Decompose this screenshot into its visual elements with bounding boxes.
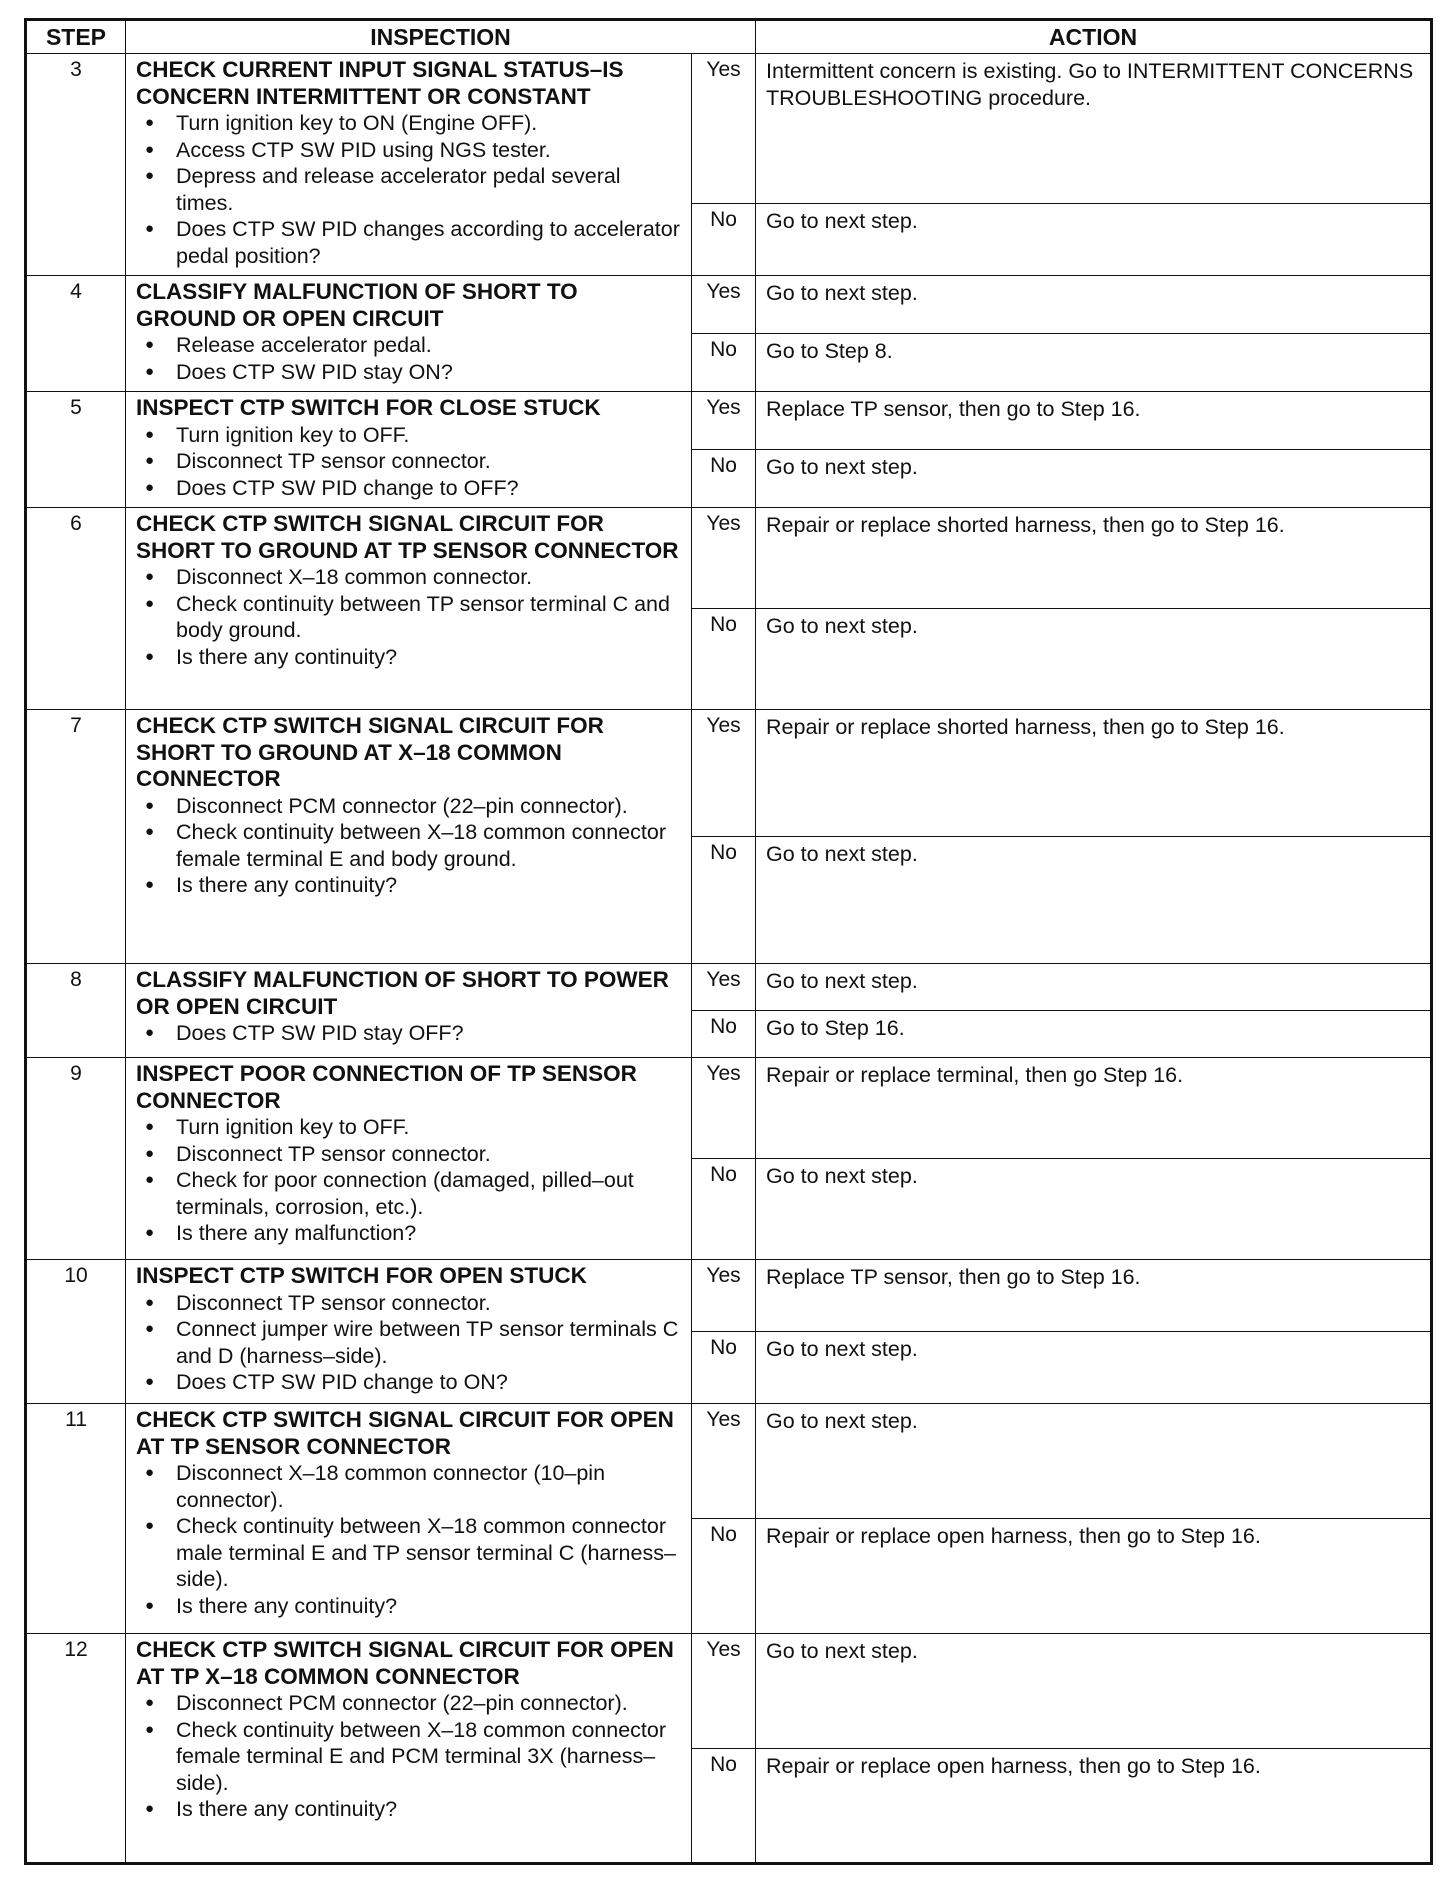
inspection-title: CLASSIFY MALFUNCTION OF SHORT TO POWER OR OPEN CIRCUIT xyxy=(136,967,669,1019)
yes-action: Go to next step. xyxy=(756,276,1432,334)
no-label: No xyxy=(692,1011,756,1058)
yes-action: Go to next step. xyxy=(756,1634,1432,1749)
inspection-cell xyxy=(126,54,692,276)
inspection-bullets xyxy=(136,1460,683,1619)
inspection-bullet: ● Disconnect PCM connector (22–pin connector). xyxy=(176,793,683,820)
yes-label: Yes xyxy=(692,1404,756,1519)
inspection-cell xyxy=(126,1404,692,1634)
inspection-title: INSPECT POOR CONNECTION OF TP SENSOR CONNECTOR xyxy=(136,1061,637,1113)
table-row xyxy=(26,1634,1432,1749)
inspection-bullets xyxy=(136,1690,683,1823)
inspection-bullets xyxy=(136,1114,683,1247)
yes-action: Go to next step. xyxy=(756,964,1432,1011)
yes-label: Yes xyxy=(692,710,756,837)
inspection-cell xyxy=(126,392,692,508)
inspection-bullet: ● Turn ignition key to ON (Engine OFF). xyxy=(176,110,683,137)
no-label: No xyxy=(692,837,756,964)
step-number: 6 xyxy=(26,508,126,710)
header-row xyxy=(26,20,1432,54)
yes-label: Yes xyxy=(692,1058,756,1159)
inspection-bullet: ● Does CTP SW PID changes according to accelerator pedal position? xyxy=(176,216,683,269)
inspection-cell xyxy=(126,1634,692,1864)
yes-action: Repair or replace shorted harness, then go to Step 16. xyxy=(756,710,1432,837)
inspection-title: INSPECT CTP SWITCH FOR OPEN STUCK xyxy=(136,1263,587,1288)
inspection-bullet: ● Is there any continuity? xyxy=(176,872,683,899)
no-action: Go to next step. xyxy=(756,1332,1432,1404)
no-action: Go to next step. xyxy=(756,837,1432,964)
inspection-title: CHECK CURRENT INPUT SIGNAL STATUS–IS CONCERN INTERMITTENT OR CONSTANT xyxy=(136,57,624,109)
inspection-bullets xyxy=(136,1020,683,1047)
inspection-bullet: ● Access CTP SW PID using NGS tester. xyxy=(176,137,683,164)
header-step: STEP xyxy=(26,20,126,54)
inspection-cell xyxy=(126,508,692,710)
inspection-bullet: ● Check continuity between X–18 common connector female terminal E and PCM terminal 3X (harness–side). xyxy=(176,1717,683,1797)
inspection-bullet: ● Disconnect TP sensor connector. xyxy=(176,448,683,475)
table-row xyxy=(26,276,1432,334)
step-number: 5 xyxy=(26,392,126,508)
inspection-bullet: ● Check continuity between X–18 common connector female terminal E and body ground. xyxy=(176,819,683,872)
no-action: Go to Step 8. xyxy=(756,334,1432,392)
yes-action: Go to next step. xyxy=(756,1404,1432,1519)
table-row xyxy=(26,54,1432,204)
inspection-bullet: ● Disconnect X–18 common connector (10–pin connector). xyxy=(176,1460,683,1513)
inspection-bullets xyxy=(136,422,683,502)
inspection-bullet: ● Disconnect X–18 common connector. xyxy=(176,564,683,591)
table-row xyxy=(26,1260,1432,1332)
inspection-title: CHECK CTP SWITCH SIGNAL CIRCUIT FOR OPEN AT TP X–18 COMMON CONNECTOR xyxy=(136,1637,674,1689)
yes-action: Repair or replace shorted harness, then go to Step 16. xyxy=(756,508,1432,609)
no-action: Repair or replace open harness, then go to Step 16. xyxy=(756,1519,1432,1634)
inspection-bullet: ● Does CTP SW PID change to ON? xyxy=(176,1369,683,1396)
inspection-bullet: ● Release accelerator pedal. xyxy=(176,332,683,359)
inspection-bullet: ● Is there any continuity? xyxy=(176,644,683,671)
table-row xyxy=(26,392,1432,450)
yes-action: Intermittent concern is existing. Go to INTERMITTENT CONCERNS TROUBLESHOOTING procedure. xyxy=(756,54,1432,204)
inspection-bullet: ● Disconnect TP sensor connector. xyxy=(176,1141,683,1168)
no-action: Go to next step. xyxy=(756,609,1432,710)
inspection-cell xyxy=(126,710,692,964)
yes-label: Yes xyxy=(692,508,756,609)
troubleshooting-table xyxy=(24,18,1433,1865)
inspection-title: INSPECT CTP SWITCH FOR CLOSE STUCK xyxy=(136,395,601,420)
step-number: 10 xyxy=(26,1260,126,1404)
step-number: 4 xyxy=(26,276,126,392)
yes-action: Repair or replace terminal, then go Step 16. xyxy=(756,1058,1432,1159)
step-number: 7 xyxy=(26,710,126,964)
no-label: No xyxy=(692,1519,756,1634)
inspection-bullets xyxy=(136,564,683,670)
step-number: 9 xyxy=(26,1058,126,1260)
inspection-bullet: ● Does CTP SW PID stay ON? xyxy=(176,359,683,386)
inspection-cell xyxy=(126,964,692,1058)
yes-label: Yes xyxy=(692,392,756,450)
inspection-bullet: ● Turn ignition key to OFF. xyxy=(176,1114,683,1141)
yes-label: Yes xyxy=(692,54,756,204)
no-action: Go to next step. xyxy=(756,1159,1432,1260)
table-row xyxy=(26,508,1432,609)
table-row xyxy=(26,964,1432,1011)
no-label: No xyxy=(692,334,756,392)
inspection-title: CLASSIFY MALFUNCTION OF SHORT TO GROUND OR OPEN CIRCUIT xyxy=(136,279,578,331)
table-row xyxy=(26,1058,1432,1159)
step-number: 8 xyxy=(26,964,126,1058)
header-action: ACTION xyxy=(756,20,1432,54)
inspection-bullets xyxy=(136,110,683,269)
no-label: No xyxy=(692,204,756,276)
no-action: Go to Step 16. xyxy=(756,1011,1432,1058)
no-label: No xyxy=(692,450,756,508)
no-action: Go to next step. xyxy=(756,450,1432,508)
step-number: 11 xyxy=(26,1404,126,1634)
inspection-bullets xyxy=(136,793,683,899)
no-label: No xyxy=(692,1749,756,1864)
inspection-cell xyxy=(126,1260,692,1404)
no-label: No xyxy=(692,609,756,710)
troubleshooting-document xyxy=(24,18,1430,1865)
inspection-bullet: ● Is there any continuity? xyxy=(176,1796,683,1823)
inspection-bullet: ● Does CTP SW PID stay OFF? xyxy=(176,1020,683,1047)
inspection-bullet: ● Connect jumper wire between TP sensor terminals C and D (harness–side). xyxy=(176,1316,683,1369)
yes-label: Yes xyxy=(692,1634,756,1749)
step-number: 12 xyxy=(26,1634,126,1864)
inspection-bullet: ● Check continuity between X–18 common connector male terminal E and TP sensor terminal C (harness–side). xyxy=(176,1513,683,1593)
inspection-bullet: ● Turn ignition key to OFF. xyxy=(176,422,683,449)
inspection-title: CHECK CTP SWITCH SIGNAL CIRCUIT FOR SHORT TO GROUND AT TP SENSOR CONNECTOR xyxy=(136,511,679,563)
yes-label: Yes xyxy=(692,964,756,1011)
no-label: No xyxy=(692,1159,756,1260)
no-action: Repair or replace open harness, then go to Step 16. xyxy=(756,1749,1432,1864)
inspection-bullet: ● Is there any continuity? xyxy=(176,1593,683,1620)
inspection-bullet: ● Does CTP SW PID change to OFF? xyxy=(176,475,683,502)
inspection-bullet: ● Check for poor connection (damaged, pilled–out terminals, corrosion, etc.). xyxy=(176,1167,683,1220)
table-row xyxy=(26,1404,1432,1519)
inspection-bullet: ● Check continuity between TP sensor terminal C and body ground. xyxy=(176,591,683,644)
no-label: No xyxy=(692,1332,756,1404)
yes-label: Yes xyxy=(692,1260,756,1332)
table-row xyxy=(26,710,1432,837)
inspection-cell xyxy=(126,1058,692,1260)
inspection-bullet: ● Disconnect TP sensor connector. xyxy=(176,1290,683,1317)
yes-action: Replace TP sensor, then go to Step 16. xyxy=(756,392,1432,450)
yes-label: Yes xyxy=(692,276,756,334)
inspection-bullets xyxy=(136,1290,683,1396)
table-body xyxy=(26,54,1432,1864)
no-action: Go to next step. xyxy=(756,204,1432,276)
step-number: 3 xyxy=(26,54,126,276)
inspection-bullet: ● Disconnect PCM connector (22–pin connector). xyxy=(176,1690,683,1717)
inspection-bullets xyxy=(136,332,683,385)
inspection-title: CHECK CTP SWITCH SIGNAL CIRCUIT FOR SHORT TO GROUND AT X–18 COMMON CONNECTOR xyxy=(136,713,604,791)
inspection-bullet: ● Depress and release accelerator pedal several times. xyxy=(176,163,683,216)
inspection-bullet: ● Is there any malfunction? xyxy=(176,1220,683,1247)
inspection-cell xyxy=(126,276,692,392)
inspection-title: CHECK CTP SWITCH SIGNAL CIRCUIT FOR OPEN AT TP SENSOR CONNECTOR xyxy=(136,1407,674,1459)
header-inspection: INSPECTION xyxy=(126,20,756,54)
yes-action: Replace TP sensor, then go to Step 16. xyxy=(756,1260,1432,1332)
